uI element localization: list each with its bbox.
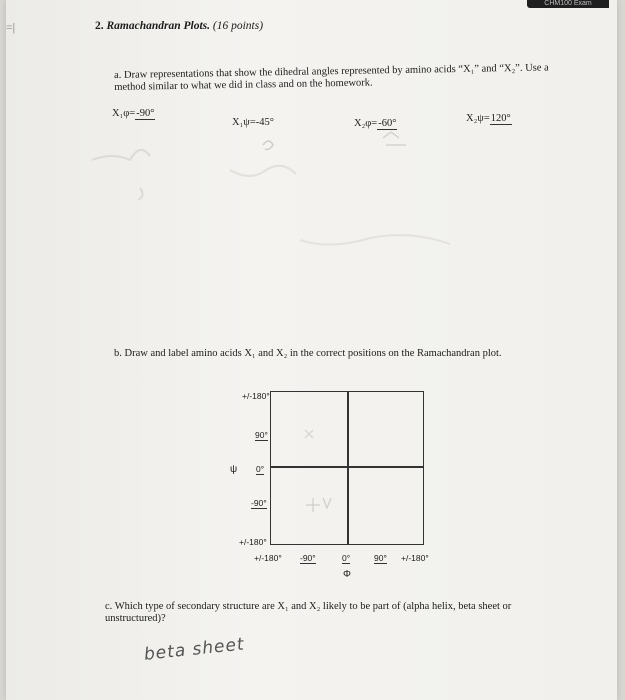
x-tick-90: 90° <box>374 553 387 563</box>
angle-label: X₂ψ= <box>466 113 490 124</box>
part-c-text: c. Which type of secondary structure are X₁ and X₂ likely to be part of (alpha helix, beta sheet or unstructured)? <box>105 601 512 624</box>
phi-axis-label: Φ <box>343 569 351 580</box>
header-tab: CHM100 Exam <box>527 0 609 8</box>
psi-axis-label: ψ <box>230 464 238 475</box>
y-tick-bottom: +/-180° <box>239 537 267 547</box>
angle-value: -45° <box>255 117 274 128</box>
x-tick-neg90: -90° <box>300 553 316 563</box>
question-points: (16 points) <box>212 20 264 32</box>
erased-mark <box>306 498 331 512</box>
y-tick-0: 0° <box>256 464 265 474</box>
part-a-text: a. Draw representations that show the dihedral angles represented by amino acids “X₁” and “X₂”. Use a method similar to what we did in class and on the homework. <box>114 62 549 93</box>
y-tick-90: 90° <box>255 430 268 440</box>
angle-label: X₁φ= <box>112 108 136 119</box>
question-number: 2. <box>95 20 104 32</box>
angle-value: 120° <box>490 113 511 124</box>
x-tick-right: +/-180° <box>401 553 429 563</box>
handwritten-answer: beta sheet <box>143 634 246 665</box>
angle-value: -60° <box>378 118 397 129</box>
part-b-text: b. Draw and label amino acids X₁ and X₂ in the correct positions on the Ramachandran plot. <box>114 348 502 359</box>
margin-mark: =| <box>6 22 16 34</box>
x-tick-left: +/-180° <box>254 553 282 563</box>
y-tick-top: +/-180° <box>242 391 270 401</box>
question-title-text: Ramachandran Plots. <box>106 20 211 32</box>
angle-value: -90° <box>136 108 155 119</box>
y-tick-neg90: -90° <box>251 498 267 508</box>
x-tick-0: 0° <box>342 553 351 563</box>
angle-label: X₂φ= <box>354 118 378 129</box>
angle-label: X₁ψ= <box>232 117 256 128</box>
erased-mark <box>305 430 313 438</box>
